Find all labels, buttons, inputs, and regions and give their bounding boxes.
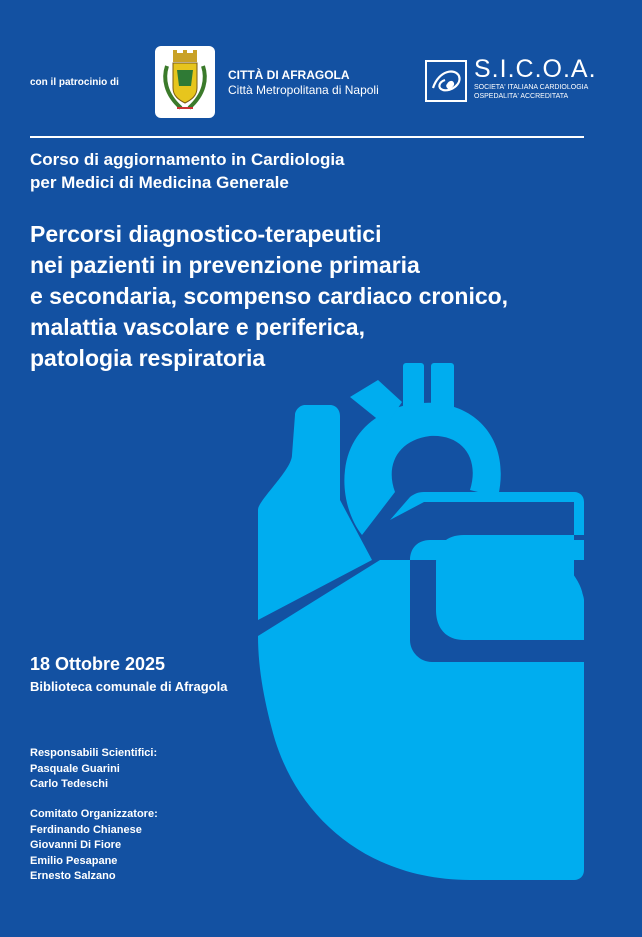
event-venue: Biblioteca comunale di Afragola <box>30 679 228 694</box>
committee-member: Giovanni Di Fiore <box>30 839 122 851</box>
event-title <box>30 219 610 374</box>
title-line: malattia vascolare e periferica, <box>30 314 365 340</box>
course-line: per Medici di Medicina Generale <box>30 173 289 192</box>
sicoa-logo-icon <box>425 60 467 102</box>
committee-member: Ferdinando Chianese <box>30 823 142 836</box>
title-line: Percorsi diagnostico-terapeutici <box>30 221 382 247</box>
society-description-line2: OSPEDALITA' ACCREDITATA <box>474 93 569 100</box>
patronage-label: con il patrocinio di <box>30 77 119 88</box>
title-line: nei pazienti in prevenzione primaria <box>30 252 420 278</box>
committee-heading: Responsabili Scientifici: <box>30 747 158 759</box>
event-date: 18 Ottobre 2025 <box>30 654 166 674</box>
committee-heading: Comitato Organizzatore: <box>30 808 158 820</box>
committee-member: Pasquale Guarini <box>30 762 120 775</box>
course-line: Corso di aggiornamento in Cardiologia <box>30 150 345 169</box>
society-name: S.I.C.O.A. <box>474 55 597 83</box>
city-crest-logo <box>155 46 215 118</box>
city-subtitle: Città Metropolitana di Napoli <box>228 83 379 97</box>
city-name: CITTÀ DI AFRAGOLA <box>228 68 350 82</box>
committee-member: Carlo Tedeschi <box>30 778 109 790</box>
committee-member: Emilio Pesapane <box>30 854 118 867</box>
committee-member: Ernesto Salzano <box>30 870 116 882</box>
society-description-line1: SOCIETA' ITALIANA CARDIOLOGIA <box>474 84 589 91</box>
organizing-committee <box>30 807 158 885</box>
title-line: patologia respiratoria <box>30 345 266 371</box>
course-heading <box>30 148 345 194</box>
scientific-committee <box>30 746 157 793</box>
header-divider <box>30 136 584 138</box>
title-line: e secondaria, scompenso cardiaco cronico, <box>30 283 509 309</box>
